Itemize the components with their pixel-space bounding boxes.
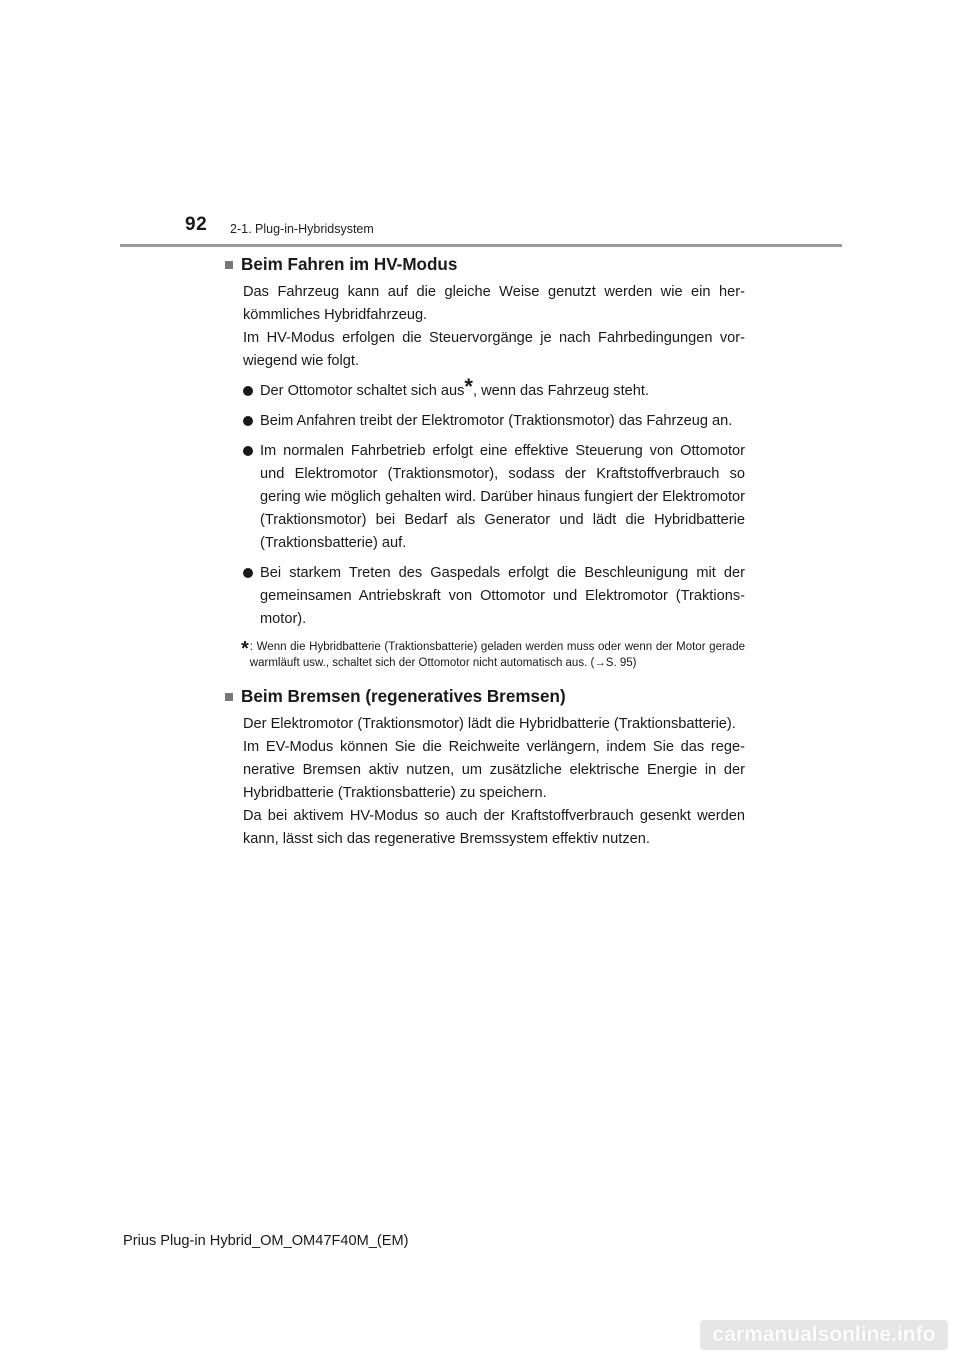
list-item-text: Beim Anfahren treibt der Elektromotor (Traktionsmotor) das Fahrzeug an. bbox=[260, 413, 733, 429]
list-item-text: Im normalen Fahrbetrieb erfolgt eine effektive Steuerung von Ottomotor und Elektromotor (Traktionsmotor), sodass der Kraftstoffverbrauch so gering wie möglich gehalten wird. Darüber hinaus fungiert der Elektromotor (Traktionsmotor) bei Bedarf als Generator und lädt die Hybridbatterie (Traktionsbatterie) auf. bbox=[260, 443, 745, 551]
round-bullet-icon bbox=[243, 446, 253, 456]
section-heading bbox=[225, 685, 745, 708]
section-heading-text: Beim Fahren im HV-Modus bbox=[241, 255, 458, 274]
list-item bbox=[243, 562, 745, 631]
paragraph: Der Elektromotor (Traktionsmotor) lädt die Hybridbatterie (Traktionsbatterie). bbox=[243, 716, 736, 732]
list-item-text-part: , wenn das Fahrzeug steht. bbox=[472, 383, 650, 399]
section-heading-text: Beim Bremsen (regeneratives Bremsen) bbox=[241, 687, 566, 706]
footnote-reference: * bbox=[464, 374, 473, 399]
page-number: 92 bbox=[185, 214, 208, 235]
list-item-text: Bei starkem Treten des Gaspedals erfolgt die Beschleunigung mit der gemeinsamen Antriebskraft von Ottomotor und Elektromotor (Traktionsmotor). bbox=[260, 565, 745, 627]
main-content bbox=[225, 253, 745, 851]
paragraph: Im EV-Modus können Sie die Reichweite verlängern, indem Sie das regenerative Bremsen aktiv nutzen, um zusätzliche elektrische Energie in der Hybridbatterie (Traktionsbatterie) zu speichern. bbox=[243, 739, 745, 801]
footnote-text: : Wenn die Hybridbatterie (Traktionsbatterie) geladen werden muss oder wenn der Motor gerade warmläuft usw., schaltet sich der Ottomotor nicht automatisch aus. (→S. 95) bbox=[249, 641, 745, 669]
document-footer: Prius Plug-in Hybrid_OM_OM47F40M_(EM) bbox=[123, 1233, 409, 1249]
list-item bbox=[243, 374, 745, 403]
list-item bbox=[243, 410, 745, 433]
paragraph: Das Fahrzeug kann auf die gleiche Weise genutzt werden wie ein herkömmliches Hybridfahrzeug. bbox=[243, 284, 745, 323]
square-bullet-icon bbox=[225, 693, 233, 701]
round-bullet-icon bbox=[243, 416, 253, 426]
square-bullet-icon bbox=[225, 261, 233, 269]
footnote-mark: * bbox=[241, 638, 249, 660]
paragraph: Da bei aktivem HV-Modus so auch der Kraftstoffverbrauch gesenkt werden kann, lässt sich das regenerative Bremssystem effektiv nutzen. bbox=[243, 808, 745, 847]
list-item-text bbox=[260, 374, 745, 403]
list-item bbox=[243, 440, 745, 555]
footnote bbox=[241, 639, 745, 671]
round-bullet-icon bbox=[243, 568, 253, 578]
section-heading bbox=[225, 253, 745, 276]
list-item-text-part: Der Ottomotor schaltet sich aus bbox=[260, 383, 465, 399]
watermark-logo: carmanualsonline.info bbox=[700, 1320, 948, 1350]
round-bullet-icon bbox=[243, 386, 253, 396]
header-rule bbox=[120, 244, 842, 247]
section-title: 2-1. Plug-in-Hybridsystem bbox=[230, 222, 374, 236]
paragraph: Im HV-Modus erfolgen die Steuervorgänge je nach Fahrbedingungen vorwiegend wie folgt. bbox=[243, 330, 745, 369]
